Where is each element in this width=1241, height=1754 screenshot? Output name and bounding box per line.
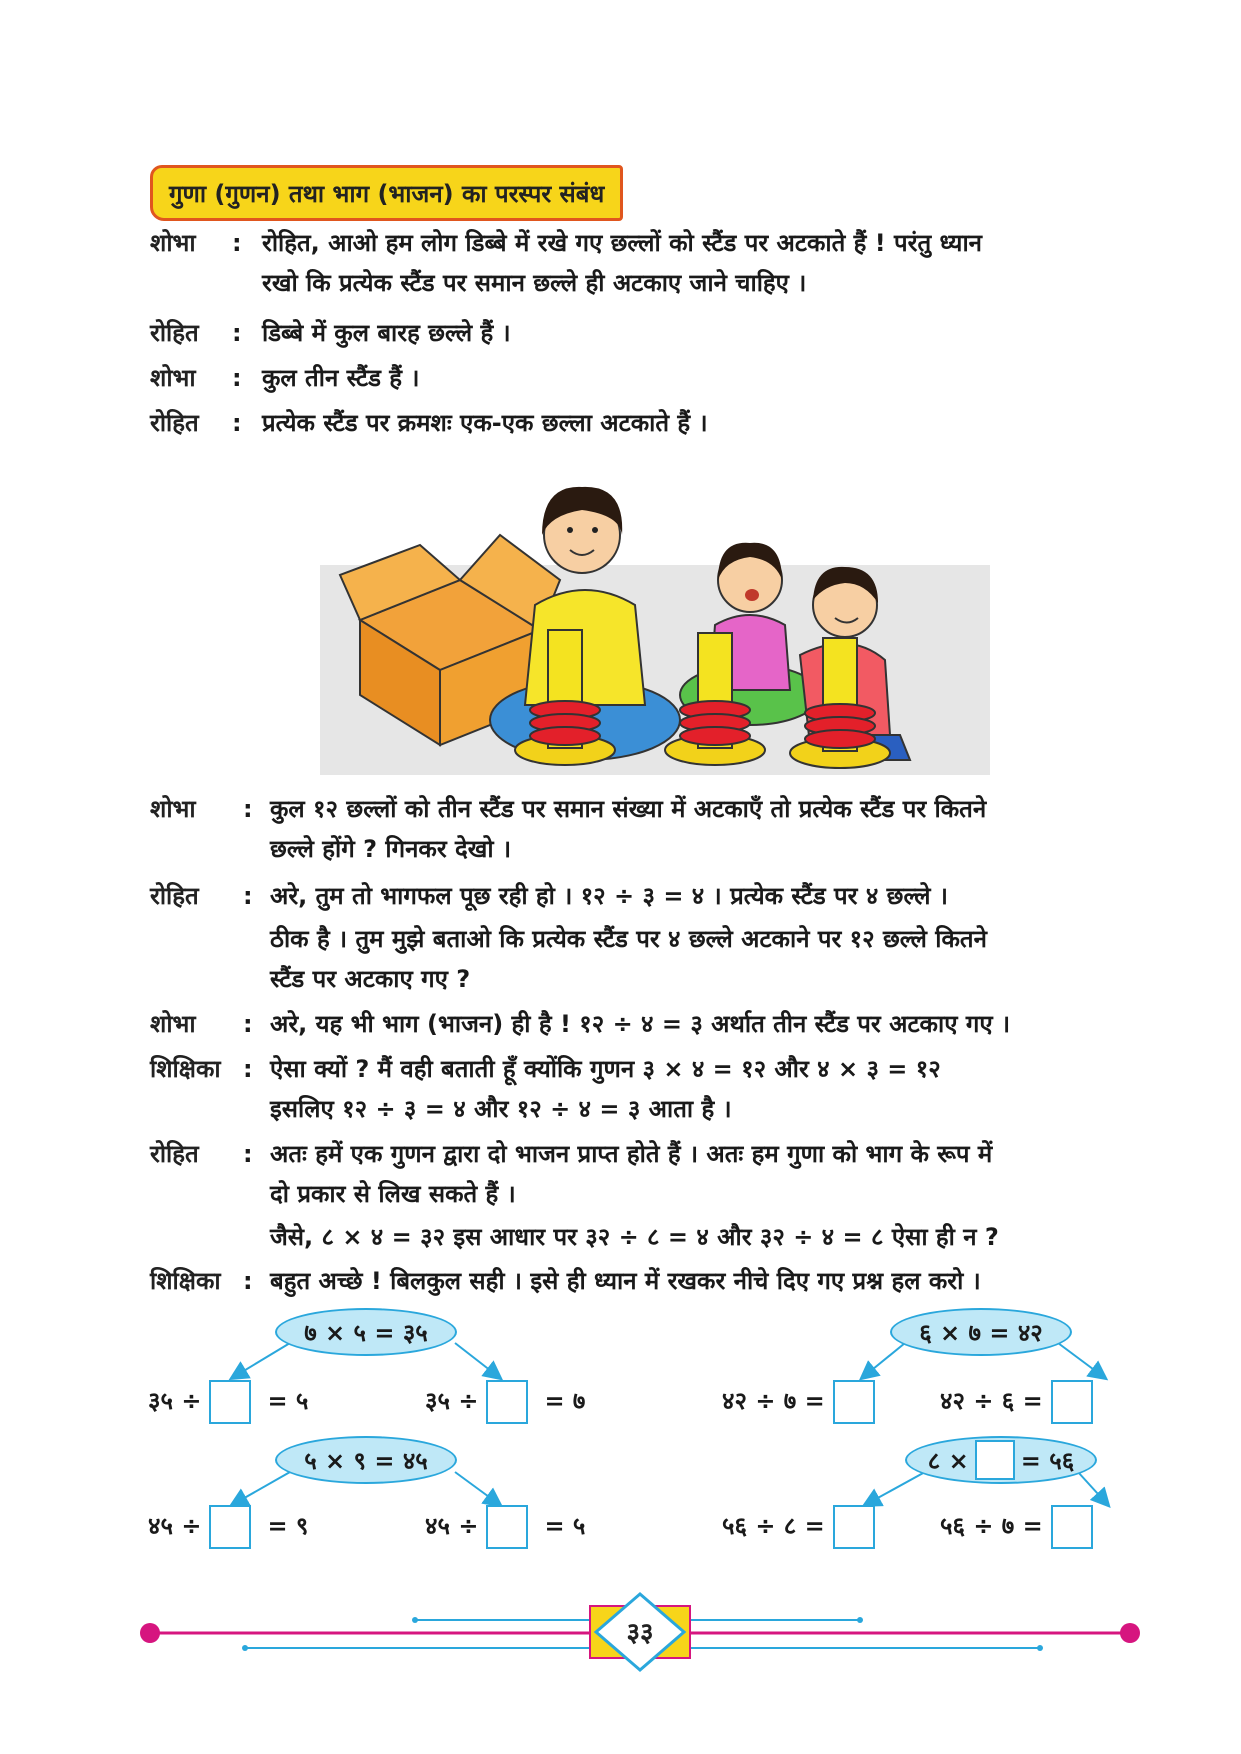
speaker-label: शोभा <box>150 1010 196 1038</box>
speaker-label: रोहित <box>150 1140 199 1168</box>
equation-text: ६ × ७ = ४२ <box>919 1318 1043 1347</box>
dialogue-line: कुल १२ छल्लों को तीन स्टैंड पर समान संख्या में अटकाएँ तो प्रत्येक स्टैंड पर कितने <box>270 795 987 823</box>
page-number: ३३ <box>626 1618 654 1648</box>
division-question <box>940 1380 1101 1424</box>
question-text: ३५ ÷ <box>425 1387 479 1415</box>
equation-text: = ५६ <box>1020 1446 1075 1475</box>
answer-box[interactable] <box>833 1505 875 1549</box>
speaker-colon: : <box>232 409 242 437</box>
question-text: ४५ ÷ <box>148 1512 202 1540</box>
equation-oval <box>890 1308 1072 1356</box>
dialogue-line: जैसे, ८ × ४ = ३२ इस आधार पर ३२ ÷ ८ = ४ और ३२ ÷ ४ = ८ ऐसा ही न ? <box>270 1223 999 1251</box>
speaker-colon: : <box>243 1267 253 1295</box>
dialogue-line: रोहित, आओ हम लोग डिब्बे में रखे गए छल्लों को स्टैंड पर अटकाते हैं ! परंतु ध्यान <box>262 229 983 257</box>
equation-text: ५ × ९ = ४५ <box>304 1446 428 1475</box>
speaker-colon: : <box>243 882 253 910</box>
speaker-label: रोहित <box>150 409 199 437</box>
dialogue-line: कुल तीन स्टैंड हैं । <box>262 364 420 392</box>
speaker-label: शोभा <box>150 229 196 257</box>
answer-box[interactable] <box>486 1380 528 1424</box>
division-question <box>425 1380 585 1424</box>
dialogue-line: अतः हमें एक गुणन द्वारा दो भाजन प्राप्त होते हैं । अतः हम गुणा को भाग के रूप में <box>270 1140 993 1168</box>
speaker-label: रोहित <box>150 882 199 910</box>
section-heading-text: गुणा (गुणन) तथा भाग (भाजन) का परस्पर संबंध <box>169 179 605 208</box>
dialogue-line: रखो कि प्रत्येक स्टैंड पर समान छल्ले ही अटकाए जाने चाहिए । <box>262 269 807 297</box>
equation-text: ७ × ५ = ३५ <box>304 1318 428 1347</box>
equation-oval <box>275 1436 457 1484</box>
speaker-colon: : <box>243 1010 253 1038</box>
division-question <box>148 1505 308 1549</box>
question-text: = ९ <box>267 1512 309 1540</box>
equation-oval <box>275 1308 457 1356</box>
speaker-colon: : <box>243 1055 253 1083</box>
question-text: = ५ <box>267 1387 309 1415</box>
division-question <box>940 1505 1101 1549</box>
speaker-colon: : <box>243 795 253 823</box>
speaker-colon: : <box>232 364 242 392</box>
answer-box[interactable] <box>833 1380 875 1424</box>
speaker-colon: : <box>232 229 242 257</box>
question-text: = ५ <box>544 1512 586 1540</box>
division-question <box>148 1380 308 1424</box>
speaker-label: शोभा <box>150 795 196 823</box>
answer-box[interactable] <box>1051 1380 1093 1424</box>
dialogue-line: अरे, तुम तो भागफल पूछ रही हो । १२ ÷ ३ = ४ । प्रत्येक स्टैंड पर ४ छल्ले । <box>270 882 949 910</box>
dialogue-line: छल्ले होंगे ? गिनकर देखो । <box>270 835 512 863</box>
dialogue-line: बहुत अच्छे ! बिलकुल सही । इसे ही ध्यान में रखकर नीचे दिए गए प्रश्न हल करो । <box>270 1267 981 1295</box>
answer-box[interactable] <box>1051 1505 1093 1549</box>
dialogue-line: स्टैंड पर अटकाए गए ? <box>270 965 471 993</box>
dialogue-line: ऐसा क्यों ? मैं वही बताती हूँ क्योंकि गुणन ३ × ४ = १२ और ४ × ३ = १२ <box>270 1055 941 1083</box>
dialogue-line: ठीक है । तुम मुझे बताओ कि प्रत्येक स्टैंड पर ४ छल्ले अटकाने पर १२ छल्ले कितने <box>270 925 987 953</box>
division-question <box>425 1505 585 1549</box>
dialogue-line: प्रत्येक स्टैंड पर क्रमशः एक-एक छल्ला अटकाते हैं । <box>262 409 708 437</box>
division-question <box>722 1380 883 1424</box>
question-text: ५६ ÷ ८ = <box>722 1512 825 1540</box>
speaker-colon: : <box>232 319 242 347</box>
speaker-label: शिक्षिका <box>150 1055 221 1083</box>
division-question <box>722 1505 883 1549</box>
question-text: = ७ <box>544 1387 586 1415</box>
equation-oval <box>905 1436 1097 1484</box>
speaker-label: शोभा <box>150 364 196 392</box>
question-text: ५६ ÷ ७ = <box>940 1512 1043 1540</box>
dialogue-line: अरे, यह भी भाग (भाजन) ही है ! १२ ÷ ४ = ३ अर्थात तीन स्टैंड पर अटकाए गए । <box>270 1010 1011 1038</box>
dialogue-line: दो प्रकार से लिख सकते हैं । <box>270 1180 516 1208</box>
equation-text: ८ × <box>927 1446 969 1475</box>
oval-answer-box[interactable] <box>975 1440 1015 1480</box>
answer-box[interactable] <box>486 1505 528 1549</box>
answer-box[interactable] <box>209 1380 251 1424</box>
dialogue-line: इसलिए १२ ÷ ३ = ४ और १२ ÷ ४ = ३ आता है । <box>270 1095 732 1123</box>
question-text: ३५ ÷ <box>148 1387 202 1415</box>
question-text: ४५ ÷ <box>425 1512 479 1540</box>
speaker-colon: : <box>243 1140 253 1168</box>
speaker-label: रोहित <box>150 319 199 347</box>
question-text: ४२ ÷ ६ = <box>940 1387 1043 1415</box>
question-text: ४२ ÷ ७ = <box>722 1387 825 1415</box>
speaker-label: शिक्षिका <box>150 1267 221 1295</box>
answer-box[interactable] <box>209 1505 251 1549</box>
dialogue-line: डिब्बे में कुल बारह छल्ले हैं । <box>262 319 511 347</box>
